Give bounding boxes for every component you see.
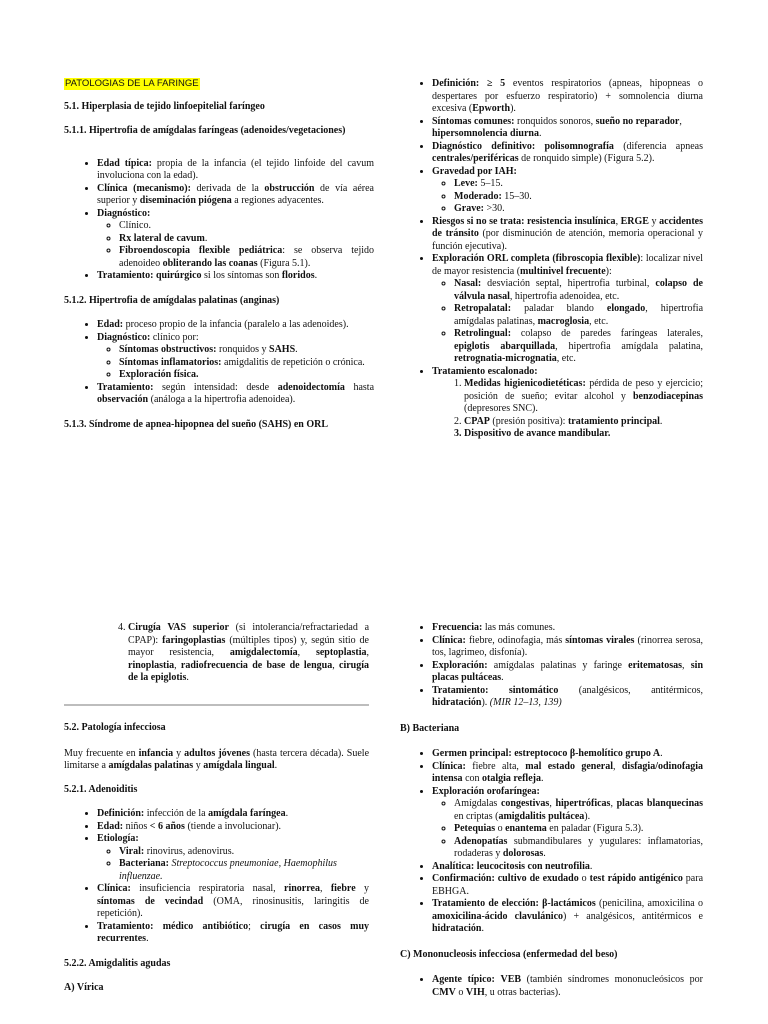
- section-5-1-1-heading: 5.1.1. Hipertrofia de amígdalas faríngeas (adenoides/vegetaciones): [64, 125, 346, 136]
- list-item: ◦ Grave: >30.: [454, 203, 703, 216]
- list-item: ◦ Nasal: desviación septal, hipertrofia turbinal, colapso de válvula nasal, hipertrofia adenoidea, etc.: [454, 278, 703, 303]
- list-item: ◦ Retrolingual: colapso de paredes faríngeas laterales, epiglotis abarquillada, hipertrofia amígdala palatina, retrognatia-micrognatia, etc.: [454, 328, 703, 366]
- list-item: • Clínica (mecanismo): derivada de la obstrucción de vía aérea superior y diseminación piógena a regiones adyacentes.: [97, 183, 374, 208]
- list-item: ◦ Adenopatías submandibulares y yugulares: inflamatorias, rodaderas y dolorosas.: [454, 836, 703, 861]
- section-5-2-2-heading: 5.2.2. Amigdalitis agudas: [64, 957, 171, 969]
- section-5-2-heading: 5.2. Patología infecciosa: [64, 722, 166, 733]
- list-item: • Clínica: fiebre, odinofagia, más síntomas virales (rinorrea serosa, tos, lagrimeo, disfonía).: [432, 635, 703, 660]
- list-item: • Frecuencia: las más comunes.: [432, 622, 703, 635]
- subsection-c-heading: C) Mononucleosis infecciosa (enfermedad del beso): [400, 948, 618, 960]
- right-column-bottom: [400, 622, 703, 999]
- list-item: ◦ Leve: 5–15.: [454, 178, 703, 191]
- list-item: • Edad: niños < 6 años (tiende a involucionar).: [97, 821, 369, 834]
- list-item: ◦ Rx lateral de cavum.: [119, 233, 374, 246]
- list-item: • Tratamiento: médico antibiótico; cirugía en casos muy recurrentes.: [97, 921, 369, 946]
- section-5-1-heading: 5.1. Hiperplasia de tejido linfoepitelial faríngeo: [64, 100, 265, 112]
- mononucleosis-list: [400, 974, 703, 999]
- left-column-lower: [64, 722, 369, 995]
- list-item: 2. CPAP (presión positiva): tratamiento principal.: [464, 416, 703, 429]
- list-item: • Exploración orofaríngea: ◦ Amígdalas congestivas, hipertróficas, placas blanquecinas en criptas (amigdalitis pultácea). ◦ Petequias o enantema en paladar (Figura 5.3). ◦ Adenopatías submandibulares y yugulares: inflamatorias, rodaderas y dolorosas.: [432, 786, 703, 861]
- list-item: • Riesgos si no se trata: resistencia insulínica, ERGE y accidentes de tránsito (por disminución de atención, memoria operacional y función ejecutiva).: [432, 216, 703, 254]
- list-item: 3. Dispositivo de avance mandibular.: [464, 428, 703, 441]
- list-item: • Tratamiento escalonado: 1. Medidas higienicodietéticas: pérdida de peso y ejercicio; posición de sueño; evitar alcohol y benzodiacepinas (depresores SNC). 2. CPAP (presión positiva): tratamiento principal. 3. Dispositivo de avance mandibular.: [432, 366, 703, 441]
- section-divider: [64, 704, 369, 706]
- list-item: • Gravedad por IAH: ◦ Leve: 5–15. ◦ Moderado: 15–30. ◦ Grave: >30.: [432, 166, 703, 216]
- list-item: ◦ Exploración física.: [119, 369, 374, 382]
- tonsil-list: [64, 319, 374, 407]
- list-item: • Edad típica: propia de la infancia (el tejido linfoide del cavum involuciona con la edad).: [97, 158, 374, 183]
- list-item: • Diagnóstico: ◦ Clínico. ◦ Rx lateral de cavum. ◦ Fibroendoscopia flexible pediátrica: se observa tejido adenoideo obliterando las coanas (Figura 5.1).: [97, 208, 374, 271]
- list-item: ◦ Clínico.: [119, 220, 374, 233]
- list-item: ◦ Bacteriana: Streptococcus pneumoniae, Haemophilus influenzae.: [119, 858, 369, 883]
- subsection-b-heading: B) Bacteriana: [400, 722, 460, 734]
- intro-paragraph: Muy frecuente en infancia y adultos jóvenes (hasta tercera década). Suele limitarse a amígdalas palatinas y amígdala lingual.: [64, 747, 370, 771]
- list-item: • Diagnóstico definitivo: polisomnografía (diferencia apneas centrales/periféricas de ronquido simple) (Figura 5.2).: [432, 141, 703, 166]
- list-item: ◦ Viral: rinovirus, adenovirus.: [119, 846, 369, 859]
- list-item: ◦ Síntomas obstructivos: ronquidos y SAHS.: [119, 344, 374, 357]
- section-5-1-3-heading: 5.1.3. Síndrome de apnea-hipopnea del sueño (SAHS) en ORL: [64, 418, 329, 430]
- list-item: ◦ Moderado: 15–30.: [454, 191, 703, 204]
- right-column-top: [400, 78, 703, 441]
- list-item: • Clínica: insuficiencia respiratoria nasal, rinorrea, fiebre y síntomas de vecindad (OMA, rinosinusitis, laringitis de repetición).: [97, 883, 369, 921]
- list-item: ◦ Amígdalas congestivas, hipertróficas, placas blanquecinas en criptas (amigdalitis pultácea).: [454, 798, 703, 823]
- section-5-2-1-heading: 5.2.1. Adenoiditis: [64, 783, 138, 795]
- list-item: ◦ Retropalatal: paladar blando elongado, hipertrofia amígdalas palatinas, macroglosia, etc.: [454, 303, 703, 328]
- list-item: ◦ Petequias o enantema en paladar (Figura 5.3).: [454, 823, 703, 836]
- left-column-bottom: [64, 622, 369, 685]
- list-item: • Exploración ORL completa (fibroscopia flexible): localizar nivel de mayor resistencia (multinivel frecuente): ◦ Nasal: desviación septal, hipertrofia turbinal, colapso de válvula nasal, hipertrofia adenoidea, etc. ◦ Retropalatal: paladar blando elongado, hipertrofia amígdalas palatinas, macroglosia, etc. ◦ Retrolingual: colapso de paredes faríngeas laterales, epiglotis abarquillada, hipertrofia amígdala palatina, retrognatia-micrognatia, etc.: [432, 253, 703, 366]
- list-item: 4. Cirugía VAS superior (si intolerancia/refractariedad a CPAP): faringoplastias (múltiples tipos) y, según sitio de mayor resistencia, amigdalectomía, septoplastia, rinoplastia, radiofrecuencia de base de lengua, cirugía de la epiglotis.: [128, 622, 369, 685]
- list-item: • Analítica: leucocitosis con neutrofilia.: [432, 861, 703, 874]
- adenoid-list: [64, 158, 374, 283]
- subsection-a-heading: A) Vírica: [64, 982, 104, 993]
- list-item: • Germen principal: estreptococo β-hemolítico grupo A.: [432, 748, 703, 761]
- list-item: • Tratamiento: sintomático (analgésicos, antitérmicos, hidratación). (MIR 12–13, 139): [432, 685, 703, 710]
- list-item: • Confirmación: cultivo de exudado o test rápido antigénico para EBHGA.: [432, 873, 703, 898]
- sahs-list: [400, 78, 703, 441]
- list-item: 1. Medidas higienicodietéticas: pérdida de peso y ejercicio; posición de sueño; evitar alcohol y benzodiacepinas (depresores SNC).: [464, 378, 703, 416]
- list-item: • Síntomas comunes: ronquidos sonoros, sueño no reparador, hipersomnolencia diurna.: [432, 116, 703, 141]
- list-item: • Tratamiento: según intensidad: desde adenoidectomía hasta observación (análoga a la hipertrofia adenoidea).: [97, 382, 374, 407]
- list-item: • Diagnóstico: clínico por: ◦ Síntomas obstructivos: ronquidos y SAHS. ◦ Síntomas inflamatorios: amigdalitis de repetición o crónica. ◦ Exploración física.: [97, 332, 374, 382]
- sahs-treatment-continued: [64, 622, 369, 685]
- viral-tonsillitis-list: [400, 622, 703, 710]
- document-title: PATOLOGIAS DE LA FARINGE: [65, 78, 199, 89]
- list-item: • Tratamiento de elección: β-lactámicos (penicilina, amoxicilina o amoxicilina-ácido clavulánico) + analgésicos, antitérmicos e hidratación.: [432, 898, 703, 936]
- list-item: • Definición: ≥ 5 eventos respiratorios (apneas, hipopneas o despertares por esfuerzo respiratorio) + somnolencia diurna excesiva (Epworth).: [432, 78, 703, 116]
- list-item: • Clínica: fiebre alta, mal estado general, disfagia/odinofagia intensa con otalgia refleja.: [432, 761, 703, 786]
- list-item: • Exploración: amígdalas palatinas y faringe eritematosas, sin placas pultáceas.: [432, 660, 703, 685]
- list-item: ◦ Fibroendoscopia flexible pediátrica: se observa tejido adenoideo obliterando las coanas (Figura 5.1).: [119, 245, 374, 270]
- list-item: • Edad: proceso propio de la infancia (paralelo a las adenoides).: [97, 319, 374, 332]
- left-column-top: [64, 78, 374, 431]
- list-item: ◦ Síntomas inflamatorios: amigdalitis de repetición o crónica.: [119, 357, 374, 370]
- list-item: • Etiología: ◦ Viral: rinovirus, adenovirus. ◦ Bacteriana: Streptococcus pneumoniae, Haemophilus influenzae.: [97, 833, 369, 883]
- section-5-1-2-heading: 5.1.2. Hipertrofia de amígdalas palatinas (anginas): [64, 294, 280, 306]
- list-item: • Definición: infección de la amígdala faríngea.: [97, 808, 369, 821]
- list-item: • Tratamiento: quirúrgico si los síntomas son floridos.: [97, 270, 374, 283]
- adenoiditis-list: [64, 808, 369, 946]
- bacterial-tonsillitis-list: [400, 748, 703, 936]
- list-item: • Agente típico: VEB (también síndromes mononucleósicos por CMV o VIH, u otras bacterias).: [432, 974, 703, 999]
